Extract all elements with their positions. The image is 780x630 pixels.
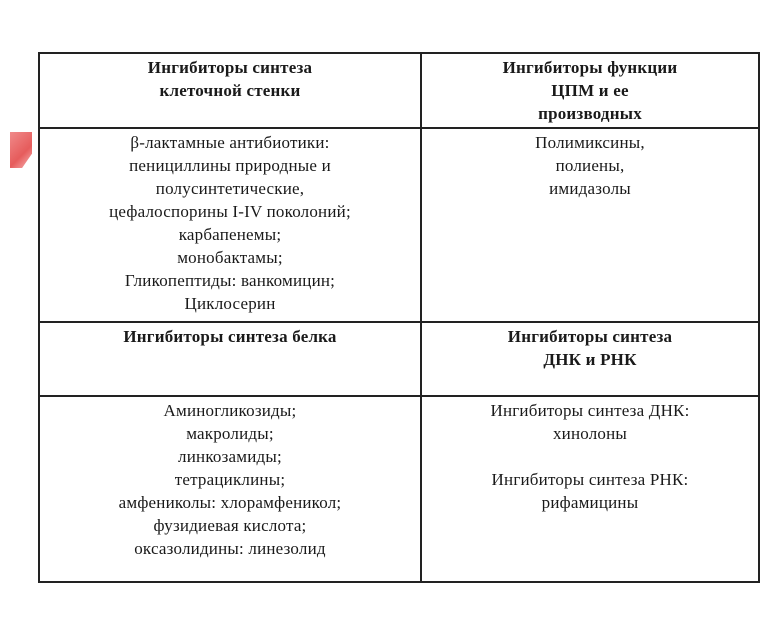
list-item: монобактамы; xyxy=(177,248,283,267)
table-row xyxy=(39,322,759,396)
list-item: Гликопептиды: ванкомицин; xyxy=(124,271,336,290)
body-cell-membrane-drugs xyxy=(421,128,759,322)
header-cell-membrane-function xyxy=(421,53,759,128)
header-line: производных xyxy=(538,104,642,123)
header-line: Ингибиторы синтеза xyxy=(507,327,673,346)
header-line: клеточной стенки xyxy=(159,81,301,100)
header-line: Ингибиторы синтеза белка xyxy=(123,327,337,346)
list-item: полусинтетические, xyxy=(155,179,305,198)
list-item: Ингибиторы синтеза ДНК: xyxy=(490,401,690,420)
list-item: хинолоны xyxy=(552,424,628,443)
header-line: ЦПМ и ее xyxy=(551,81,629,100)
list-item: фузидиевая кислота; xyxy=(153,516,307,535)
header-line: ДНК и РНК xyxy=(543,350,637,369)
list-item: карбапенемы; xyxy=(178,225,282,244)
header-line: Ингибиторы функции xyxy=(502,58,678,77)
list-item: амфениколы: хлорамфеникол; xyxy=(118,493,342,512)
list-item: тетрациклины; xyxy=(174,470,286,489)
list-item: пенициллины природные и xyxy=(129,156,331,175)
list-item: β-лактамные антибиотики: xyxy=(130,133,330,152)
list-item: Аминогликозиды; xyxy=(163,401,297,420)
header-cell-protein-synthesis xyxy=(39,322,421,396)
header-cell-cell-wall xyxy=(39,53,421,128)
list-item: Ингибиторы синтеза РНК: xyxy=(491,470,689,489)
list-item: цефалоспорины I-IV поколоний; xyxy=(109,202,351,221)
table-row xyxy=(39,396,759,582)
list-item: оксазолидины: линезолид xyxy=(134,539,326,558)
table-row xyxy=(39,128,759,322)
slide-accent-shape xyxy=(10,132,32,168)
header-cell-nucleic-acid-synthesis xyxy=(421,322,759,396)
body-cell-protein-drugs xyxy=(39,396,421,582)
spacer xyxy=(428,445,752,468)
list-item: рифамицины xyxy=(541,493,639,512)
body-cell-nucleic-acid-drugs xyxy=(421,396,759,582)
body-cell-cell-wall-drugs xyxy=(39,128,421,322)
table-row xyxy=(39,53,759,128)
list-item: полиены, xyxy=(555,156,625,175)
list-item: макролиды; xyxy=(186,424,274,443)
antibiotic-classification-table xyxy=(38,52,760,583)
list-item: Циклосерин xyxy=(184,294,276,313)
list-item: имидазолы xyxy=(549,179,631,198)
list-item: Полимиксины, xyxy=(535,133,645,152)
list-item: линкозамиды; xyxy=(178,447,282,466)
header-line: Ингибиторы синтеза xyxy=(147,58,313,77)
